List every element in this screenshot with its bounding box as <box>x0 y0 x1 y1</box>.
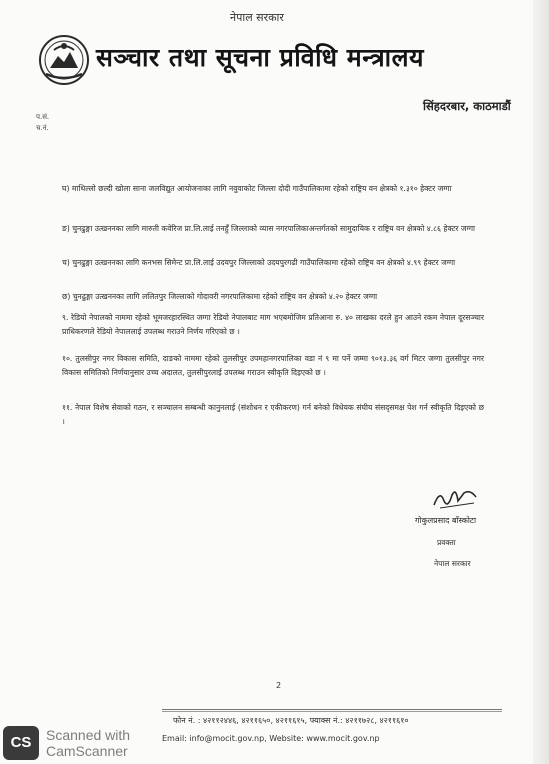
paper-edge <box>533 0 549 764</box>
camscanner-line-2: CamScanner <box>46 743 128 759</box>
spokesperson-name: गोकुलप्रसाद बाँस्कोटा <box>415 516 477 525</box>
paragraph-chha: छ) चुनढुङ्गा उत्खननका लागि ललितपुर जिल्लाको गोदावरी नगरपालिकामा रहेको राष्ट्रिय वन क्षेत्रको ४.२० हेक्टर जग्गा <box>62 292 378 301</box>
nepal-emblem-icon <box>38 34 90 86</box>
camscanner-watermark <box>46 727 130 759</box>
government-heading: नेपाल सरकार <box>230 11 284 24</box>
ref-chalani-number: च.नं. <box>36 124 49 132</box>
ref-patra-sankhya: प.सं. <box>36 113 50 121</box>
camscanner-logo: CS <box>3 726 39 760</box>
signature-block <box>405 487 495 582</box>
spokesperson-role: प्रवक्ता <box>437 538 456 547</box>
paragraph-cha: च) चुनढुङ्गा उत्खननका लागि कनभस सिमेन्ट प्रा.लि.लाई उदयपुर जिल्लाको उदयपुरगढी गाउँपालिकामा रहेको राष्ट्रिय वन क्षेत्रको ४.९९ हेक्टर जग्गा <box>62 258 456 267</box>
signature-government: नेपाल सरकार <box>434 559 471 568</box>
ministry-title: सञ्चार तथा सूचना प्रविधि मन्त्रालय <box>96 43 425 72</box>
paragraph-9: ९. रेडियो नेपालको नाममा रहेको भूमजरहारस्थित जग्गा रेडियो नेपालबाट माग भएबमोजिम प्रतिआना रु. ४० लाखका दरले हुन आउने रकम नेपाल दूरसञ्चार प्राधिकरणले रेडियो नेपाललाई उपलब्ध गराउने निर्णय गरिएको छ । <box>62 313 484 336</box>
footer-contact: Email: info@mocit.gov.np, Website: www.mocit.gov.np <box>162 734 380 743</box>
page-number: 2 <box>276 681 282 690</box>
reference-numbers <box>36 112 49 134</box>
paragraph-10: १०. तुलसीपुर नगर विकास समिति, दाङको नाममा रहेको तुलसीपुर उपमहानगरपालिका वडा नं ९ मा पर्ने जम्मा ९०१३.३६ वर्ग मिटर जग्गा तुलसीपुर नगर विकास समितिको निर्णयानुसार उच्च अदालत, तुलसीपुरलाई उपलब्ध गराउन स्वीकृति दिइएको छ । <box>62 354 484 377</box>
paragraph-nga: ङ) चुनढुङ्गा उत्खननका लागि मारुती कवेरिज प्रा.लि.लाई तनहुँ जिल्लाको व्यास नगरपालिकाअन्तर्गतको सामुदायिक र राष्ट्रिय वन क्षेत्रको ४.८६ हेक्टर जग्गा <box>62 224 475 233</box>
paragraph-11: ११. नेपाल विशेष सेवाको गठन, र सञ्चालन सम्बन्धी कानुनलाई (संशोधन र एकीकरण) गर्न बनेको विधेयक संघीय संसद्समक्ष पेश गर्न स्वीकृति दिइएको छ । <box>62 403 484 426</box>
camscanner-line-1: Scanned with <box>46 727 131 743</box>
footer-divider <box>162 709 502 710</box>
footer-phones: फोन नं. : ४२११२४४६, ४२११६५०, ४२११६१५, फ्याक्स नं.: ४२११७२८, ४२११६१० <box>173 716 409 725</box>
paragraph-gha: घ) माथिल्लो छल्दी खोला साना जलविद्युत आयोजनाका लागि नवुवाकोट जिल्ला दोदी गाउँपालिकामा रहेको राष्ट्रिय वन क्षेत्रको १.३१० हेक्टर जग्गा <box>62 184 452 193</box>
footer-divider-secondary <box>162 711 502 712</box>
handwritten-signature <box>430 487 480 511</box>
office-address: सिंहदरबार, काठमाडौं <box>423 99 511 113</box>
